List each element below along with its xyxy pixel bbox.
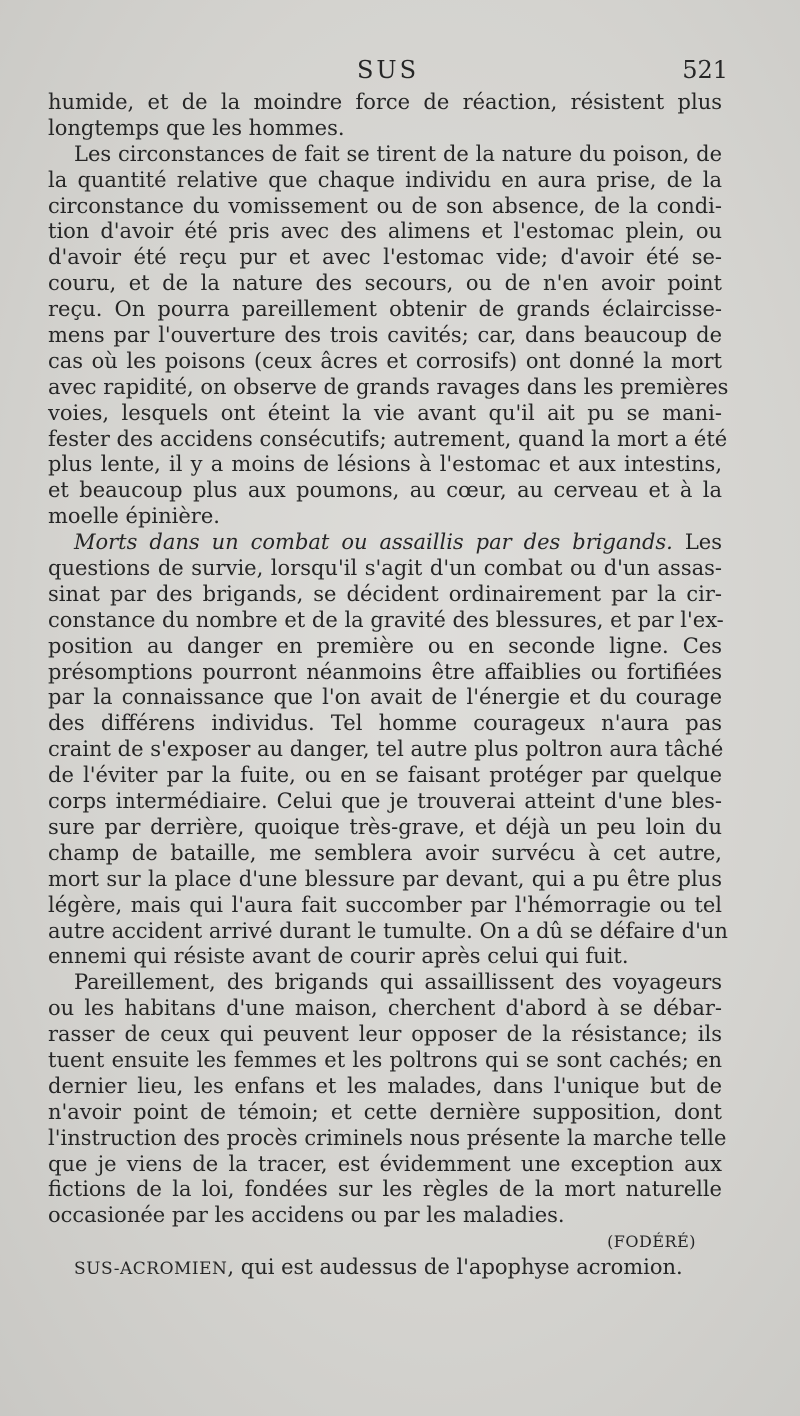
text-line: cas où les poisons (ceux âcres et corrosifs) ont donné la mort: [48, 348, 722, 373]
text-line: occasionée par les accidens ou par les maladies.: [48, 1203, 565, 1228]
text-line: sure par derrière, quoique très-grave, et déjà un peu loin du: [48, 814, 722, 839]
text-line: que je viens de la tracer, est évidemment une exception aux: [48, 1151, 722, 1176]
text-fragment: Les: [684, 530, 722, 555]
page-number: 521: [682, 56, 728, 84]
text-line: circonstance du vomissement ou de son absence, de la condi-: [48, 193, 722, 218]
running-head: SUS: [356, 56, 420, 84]
text-line: plus lente, il y a moins de lésions à l'estomac et aux intestins,: [48, 452, 722, 477]
dictionary-entry: [48, 1255, 722, 1281]
entry-headword: SUS-ACROMIEN: [74, 1259, 228, 1280]
text-line: l'instruction des procès criminels nous présente la marche telle: [48, 1125, 727, 1150]
text-line: ennemi qui résiste avant de courir après celui qui fuit.: [48, 944, 629, 969]
page-header: [48, 56, 728, 90]
text-line: reçu. On pourra pareillement obtenir de grands éclaircisse-: [48, 297, 722, 322]
entry-definition: , qui est audessus de l'apophyse acromion.: [227, 1255, 683, 1280]
text-line: tuent ensuite les femmes et les poltrons qui se sont cachés; en: [48, 1047, 722, 1072]
text-line: Pareillement, des brigands qui assaillissent des voyageurs: [74, 970, 722, 995]
text-line: et beaucoup plus aux poumons, au cœur, au cerveau et à la: [48, 478, 722, 503]
text-line: Les circonstances de fait se tirent de la nature du poison, de: [74, 141, 722, 166]
text-line: mort sur la place d'une blessure par devant, qui a pu être plus: [48, 866, 722, 891]
text-line: voies, lesquels ont éteint la vie avant qu'il ait pu se mani-: [48, 400, 722, 425]
text-line: longtemps que les hommes.: [48, 115, 345, 140]
text-line: dernier lieu, les enfans et les malades, dans l'unique but de: [48, 1073, 722, 1098]
text-line: la quantité relative que chaque individu en aura prise, de la: [48, 167, 722, 192]
text-line: questions de survie, lorsqu'il s'agit d'un combat ou d'un assas-: [48, 556, 722, 581]
body-text: [48, 90, 729, 1281]
text-line: légère, mais qui l'aura fait succomber par l'hémorragie ou tel: [48, 892, 722, 917]
section-heading: Morts dans un combat ou assaillis par des brigands.: [74, 530, 673, 555]
text-line: par la connaissance que l'on avait de l'énergie et du courage: [48, 685, 722, 710]
text-line: d'avoir été reçu pur et avec l'estomac vide; d'avoir été se-: [48, 245, 722, 270]
text-line: de l'éviter par la fuite, ou en se faisant protéger par quelque: [48, 763, 722, 788]
text-line: rasser de ceux qui peuvent leur opposer de la résistance; ils: [48, 1022, 722, 1047]
text-line: sinat par des brigands, se décident ordinairement par la cir-: [48, 581, 722, 606]
text-line: tion d'avoir été pris avec des alimens et l'estomac plein, ou: [48, 219, 722, 244]
author-signature: (FODÉRÉ): [607, 1232, 696, 1252]
text-line: ou les habitans d'une maison, cherchent d'abord à se débar-: [48, 996, 722, 1021]
text-line: moelle épinière.: [48, 504, 220, 529]
text-line: fester des accidens consécutifs; autrement, quand la mort a été: [48, 426, 728, 451]
text-line: craint de s'exposer au danger, tel autre plus poltron aura tâché: [48, 737, 724, 762]
text-line: avec rapidité, on observe de grands ravages dans les premières: [48, 374, 729, 399]
text-line: constance du nombre et de la gravité des blessures, et par l'ex-: [48, 607, 724, 632]
text-line: fictions de la loi, fondées sur les règles de la mort naturelle: [48, 1177, 722, 1202]
text-line: position au danger en première ou en seconde ligne. Ces: [48, 633, 722, 658]
text-line: présomptions pourront néanmoins être affaiblies ou fortifiées: [48, 659, 722, 684]
text-line: humide, et de la moindre force de réaction, résistent plus: [48, 90, 722, 114]
text-line: mens par l'ouverture des trois cavités; car, dans beaucoup de: [48, 323, 722, 348]
text-line: autre accident arrivé durant le tumulte. On a dû se défaire d'un: [48, 918, 728, 943]
text-line: [48, 530, 722, 556]
text-line: champ de bataille, me semblera avoir survécu à cet autre,: [48, 840, 722, 865]
text-line: couru, et de la nature des secours, ou de n'en avoir point: [48, 271, 722, 296]
text-line: des différens individus. Tel homme courageux n'aura pas: [48, 711, 722, 736]
text-line: n'avoir point de témoin; et cette dernière supposition, dont: [48, 1099, 722, 1124]
text-line: corps intermédiaire. Celui que je trouverai atteint d'une bles-: [48, 789, 722, 814]
